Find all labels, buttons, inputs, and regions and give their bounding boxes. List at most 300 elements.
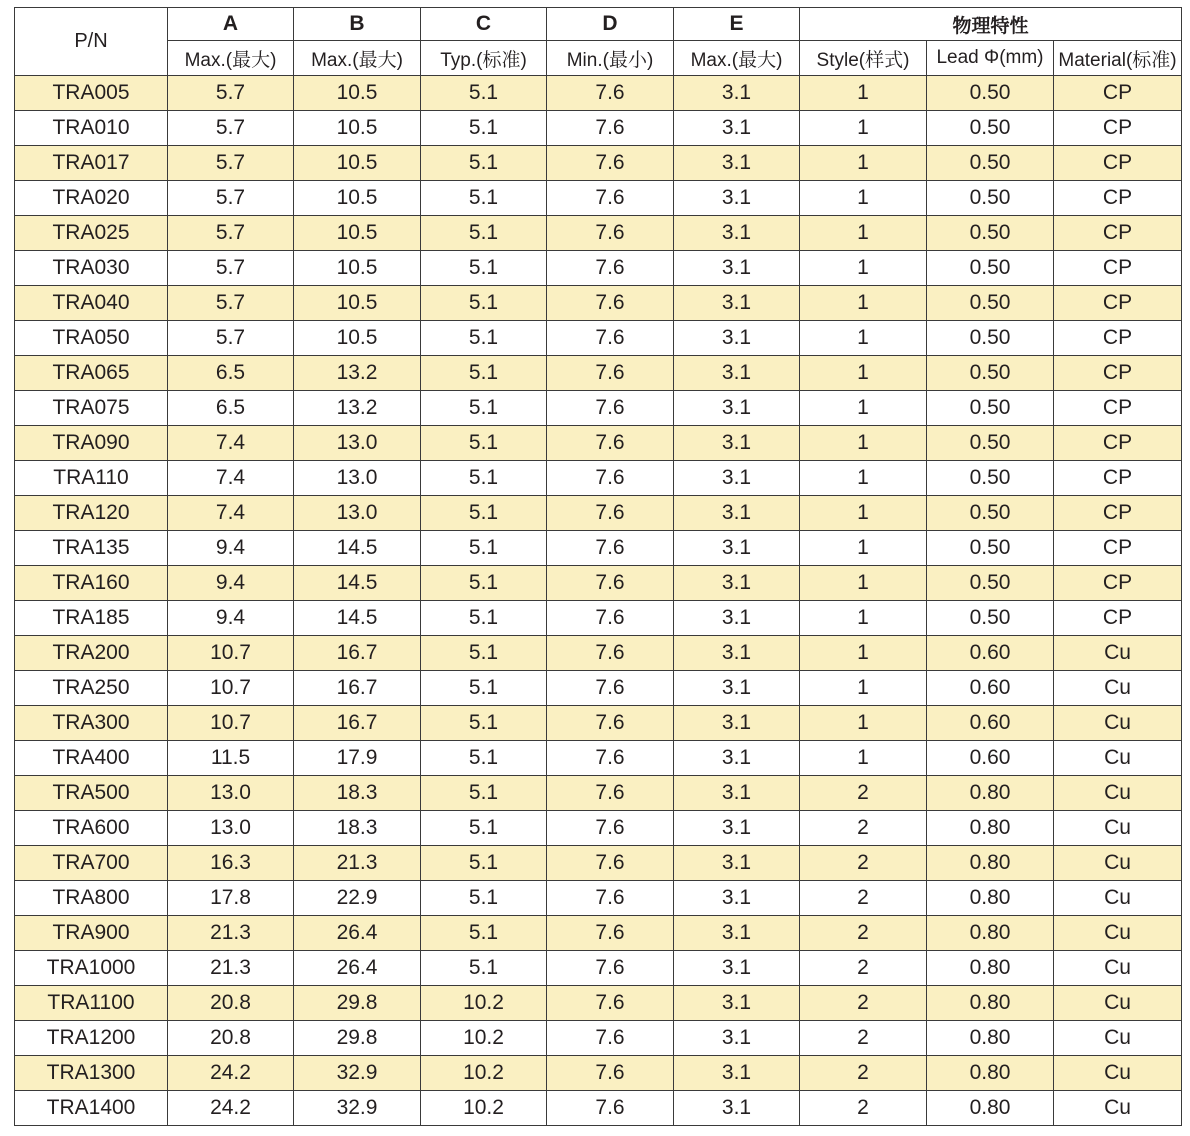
cell-a-max: 5.7 xyxy=(168,286,294,321)
header-sub-a: Max.(最大) xyxy=(168,41,294,76)
cell-pn: TRA200 xyxy=(15,636,168,671)
cell-pn: TRA185 xyxy=(15,601,168,636)
header-sub-lead: Lead Φ(mm) xyxy=(927,41,1054,76)
cell-style: 1 xyxy=(800,496,927,531)
cell-a-max: 10.7 xyxy=(168,636,294,671)
cell-e-max: 3.1 xyxy=(674,601,800,636)
table-row xyxy=(15,111,1182,146)
cell-style: 1 xyxy=(800,671,927,706)
cell-d-min: 7.6 xyxy=(547,706,674,741)
cell-lead-dia: 0.80 xyxy=(927,1021,1054,1056)
cell-material: CP xyxy=(1054,496,1182,531)
cell-b-max: 13.0 xyxy=(294,426,421,461)
cell-c-typ: 5.1 xyxy=(421,671,547,706)
cell-e-max: 3.1 xyxy=(674,181,800,216)
cell-d-min: 7.6 xyxy=(547,741,674,776)
cell-b-max: 21.3 xyxy=(294,846,421,881)
cell-a-max: 7.4 xyxy=(168,496,294,531)
table-body xyxy=(15,76,1182,1126)
table-row xyxy=(15,426,1182,461)
cell-d-min: 7.6 xyxy=(547,566,674,601)
cell-pn: TRA010 xyxy=(15,111,168,146)
cell-e-max: 3.1 xyxy=(674,1056,800,1091)
cell-c-typ: 5.1 xyxy=(421,286,547,321)
cell-d-min: 7.6 xyxy=(547,111,674,146)
cell-c-typ: 5.1 xyxy=(421,531,547,566)
cell-material: CP xyxy=(1054,531,1182,566)
cell-d-min: 7.6 xyxy=(547,321,674,356)
cell-lead-dia: 0.50 xyxy=(927,146,1054,181)
cell-style: 1 xyxy=(800,636,927,671)
cell-c-typ: 10.2 xyxy=(421,1091,547,1126)
cell-e-max: 3.1 xyxy=(674,916,800,951)
cell-c-typ: 5.1 xyxy=(421,461,547,496)
cell-b-max: 26.4 xyxy=(294,951,421,986)
cell-lead-dia: 0.80 xyxy=(927,986,1054,1021)
header-group-a: A xyxy=(168,8,294,41)
cell-d-min: 7.6 xyxy=(547,146,674,181)
cell-material: Cu xyxy=(1054,1021,1182,1056)
cell-e-max: 3.1 xyxy=(674,986,800,1021)
cell-material: Cu xyxy=(1054,741,1182,776)
cell-style: 1 xyxy=(800,426,927,461)
cell-e-max: 3.1 xyxy=(674,636,800,671)
cell-lead-dia: 0.50 xyxy=(927,566,1054,601)
cell-style: 1 xyxy=(800,251,927,286)
cell-lead-dia: 0.50 xyxy=(927,321,1054,356)
cell-d-min: 7.6 xyxy=(547,531,674,566)
cell-b-max: 13.2 xyxy=(294,356,421,391)
table-row xyxy=(15,76,1182,111)
cell-pn: TRA075 xyxy=(15,391,168,426)
spec-table xyxy=(14,7,1182,1126)
cell-d-min: 7.6 xyxy=(547,181,674,216)
table-row xyxy=(15,671,1182,706)
cell-e-max: 3.1 xyxy=(674,1091,800,1126)
cell-lead-dia: 0.60 xyxy=(927,706,1054,741)
cell-lead-dia: 0.50 xyxy=(927,181,1054,216)
cell-pn: TRA1200 xyxy=(15,1021,168,1056)
cell-material: Cu xyxy=(1054,706,1182,741)
cell-a-max: 9.4 xyxy=(168,601,294,636)
cell-a-max: 7.4 xyxy=(168,426,294,461)
cell-lead-dia: 0.50 xyxy=(927,356,1054,391)
cell-style: 1 xyxy=(800,531,927,566)
header-row-top xyxy=(15,8,1182,41)
cell-style: 1 xyxy=(800,461,927,496)
cell-pn: TRA1400 xyxy=(15,1091,168,1126)
cell-material: Cu xyxy=(1054,951,1182,986)
cell-pn: TRA050 xyxy=(15,321,168,356)
cell-style: 1 xyxy=(800,601,927,636)
cell-a-max: 13.0 xyxy=(168,776,294,811)
cell-style: 1 xyxy=(800,111,927,146)
header-sub-style: Style(样式) xyxy=(800,41,927,76)
cell-material: CP xyxy=(1054,146,1182,181)
cell-style: 2 xyxy=(800,1021,927,1056)
cell-lead-dia: 0.50 xyxy=(927,391,1054,426)
cell-lead-dia: 0.50 xyxy=(927,216,1054,251)
cell-lead-dia: 0.80 xyxy=(927,846,1054,881)
cell-c-typ: 5.1 xyxy=(421,566,547,601)
cell-d-min: 7.6 xyxy=(547,461,674,496)
cell-b-max: 14.5 xyxy=(294,601,421,636)
table-row xyxy=(15,391,1182,426)
cell-e-max: 3.1 xyxy=(674,566,800,601)
cell-d-min: 7.6 xyxy=(547,426,674,461)
cell-a-max: 17.8 xyxy=(168,881,294,916)
cell-d-min: 7.6 xyxy=(547,811,674,846)
cell-material: Cu xyxy=(1054,916,1182,951)
cell-lead-dia: 0.50 xyxy=(927,251,1054,286)
cell-material: CP xyxy=(1054,321,1182,356)
cell-material: CP xyxy=(1054,461,1182,496)
cell-style: 1 xyxy=(800,356,927,391)
cell-pn: TRA800 xyxy=(15,881,168,916)
cell-e-max: 3.1 xyxy=(674,146,800,181)
cell-c-typ: 10.2 xyxy=(421,1021,547,1056)
cell-d-min: 7.6 xyxy=(547,776,674,811)
cell-material: CP xyxy=(1054,356,1182,391)
cell-pn: TRA025 xyxy=(15,216,168,251)
cell-d-min: 7.6 xyxy=(547,846,674,881)
cell-pn: TRA135 xyxy=(15,531,168,566)
table-row xyxy=(15,776,1182,811)
cell-pn: TRA090 xyxy=(15,426,168,461)
cell-a-max: 21.3 xyxy=(168,951,294,986)
cell-lead-dia: 0.80 xyxy=(927,1091,1054,1126)
table-row xyxy=(15,636,1182,671)
cell-lead-dia: 0.50 xyxy=(927,76,1054,111)
cell-pn: TRA600 xyxy=(15,811,168,846)
cell-b-max: 26.4 xyxy=(294,916,421,951)
cell-a-max: 5.7 xyxy=(168,111,294,146)
cell-material: CP xyxy=(1054,286,1182,321)
cell-b-max: 10.5 xyxy=(294,251,421,286)
table-row xyxy=(15,461,1182,496)
cell-c-typ: 5.1 xyxy=(421,776,547,811)
cell-c-typ: 5.1 xyxy=(421,846,547,881)
cell-lead-dia: 0.80 xyxy=(927,1056,1054,1091)
cell-pn: TRA300 xyxy=(15,706,168,741)
cell-b-max: 14.5 xyxy=(294,531,421,566)
cell-material: Cu xyxy=(1054,1091,1182,1126)
cell-a-max: 5.7 xyxy=(168,251,294,286)
cell-material: CP xyxy=(1054,426,1182,461)
cell-material: Cu xyxy=(1054,636,1182,671)
cell-c-typ: 5.1 xyxy=(421,741,547,776)
cell-style: 1 xyxy=(800,216,927,251)
cell-e-max: 3.1 xyxy=(674,111,800,146)
cell-e-max: 3.1 xyxy=(674,461,800,496)
cell-style: 1 xyxy=(800,146,927,181)
cell-pn: TRA1300 xyxy=(15,1056,168,1091)
cell-e-max: 3.1 xyxy=(674,811,800,846)
cell-lead-dia: 0.60 xyxy=(927,636,1054,671)
cell-b-max: 10.5 xyxy=(294,146,421,181)
cell-c-typ: 5.1 xyxy=(421,706,547,741)
cell-b-max: 13.0 xyxy=(294,461,421,496)
cell-b-max: 16.7 xyxy=(294,706,421,741)
cell-material: Cu xyxy=(1054,1056,1182,1091)
cell-d-min: 7.6 xyxy=(547,251,674,286)
cell-a-max: 5.7 xyxy=(168,321,294,356)
table-row xyxy=(15,356,1182,391)
cell-d-min: 7.6 xyxy=(547,601,674,636)
cell-b-max: 10.5 xyxy=(294,321,421,356)
cell-pn: TRA500 xyxy=(15,776,168,811)
header-group-b: B xyxy=(294,8,421,41)
cell-pn: TRA250 xyxy=(15,671,168,706)
cell-b-max: 32.9 xyxy=(294,1056,421,1091)
table-row xyxy=(15,181,1182,216)
cell-material: Cu xyxy=(1054,776,1182,811)
cell-a-max: 20.8 xyxy=(168,986,294,1021)
cell-d-min: 7.6 xyxy=(547,636,674,671)
cell-pn: TRA160 xyxy=(15,566,168,601)
cell-e-max: 3.1 xyxy=(674,1021,800,1056)
cell-c-typ: 10.2 xyxy=(421,1056,547,1091)
cell-c-typ: 5.1 xyxy=(421,881,547,916)
cell-a-max: 5.7 xyxy=(168,181,294,216)
cell-style: 1 xyxy=(800,566,927,601)
cell-a-max: 13.0 xyxy=(168,811,294,846)
header-sub-e: Max.(最大) xyxy=(674,41,800,76)
cell-style: 2 xyxy=(800,986,927,1021)
cell-b-max: 10.5 xyxy=(294,76,421,111)
cell-e-max: 3.1 xyxy=(674,496,800,531)
cell-a-max: 20.8 xyxy=(168,1021,294,1056)
table-row xyxy=(15,251,1182,286)
table-row xyxy=(15,286,1182,321)
cell-c-typ: 5.1 xyxy=(421,181,547,216)
cell-material: Cu xyxy=(1054,671,1182,706)
cell-c-typ: 5.1 xyxy=(421,916,547,951)
table-row xyxy=(15,811,1182,846)
cell-pn: TRA120 xyxy=(15,496,168,531)
cell-style: 2 xyxy=(800,881,927,916)
cell-lead-dia: 0.80 xyxy=(927,881,1054,916)
cell-d-min: 7.6 xyxy=(547,881,674,916)
cell-b-max: 13.0 xyxy=(294,496,421,531)
cell-b-max: 10.5 xyxy=(294,216,421,251)
cell-c-typ: 5.1 xyxy=(421,811,547,846)
cell-a-max: 11.5 xyxy=(168,741,294,776)
header-sub-c: Typ.(标准) xyxy=(421,41,547,76)
cell-d-min: 7.6 xyxy=(547,216,674,251)
cell-a-max: 9.4 xyxy=(168,531,294,566)
cell-material: CP xyxy=(1054,216,1182,251)
cell-lead-dia: 0.80 xyxy=(927,776,1054,811)
cell-a-max: 10.7 xyxy=(168,671,294,706)
header-group-d: D xyxy=(547,8,674,41)
cell-lead-dia: 0.60 xyxy=(927,741,1054,776)
cell-e-max: 3.1 xyxy=(674,776,800,811)
cell-d-min: 7.6 xyxy=(547,916,674,951)
cell-e-max: 3.1 xyxy=(674,671,800,706)
cell-a-max: 6.5 xyxy=(168,391,294,426)
table-row xyxy=(15,496,1182,531)
cell-c-typ: 5.1 xyxy=(421,426,547,461)
cell-a-max: 24.2 xyxy=(168,1091,294,1126)
cell-b-max: 18.3 xyxy=(294,811,421,846)
cell-pn: TRA1000 xyxy=(15,951,168,986)
cell-lead-dia: 0.50 xyxy=(927,286,1054,321)
cell-e-max: 3.1 xyxy=(674,286,800,321)
cell-e-max: 3.1 xyxy=(674,426,800,461)
cell-d-min: 7.6 xyxy=(547,1056,674,1091)
cell-pn: TRA400 xyxy=(15,741,168,776)
cell-d-min: 7.6 xyxy=(547,76,674,111)
cell-pn: TRA040 xyxy=(15,286,168,321)
cell-c-typ: 10.2 xyxy=(421,986,547,1021)
cell-style: 1 xyxy=(800,321,927,356)
table-row xyxy=(15,1091,1182,1126)
cell-b-max: 32.9 xyxy=(294,1091,421,1126)
cell-c-typ: 5.1 xyxy=(421,391,547,426)
cell-e-max: 3.1 xyxy=(674,741,800,776)
cell-c-typ: 5.1 xyxy=(421,601,547,636)
cell-c-typ: 5.1 xyxy=(421,251,547,286)
cell-style: 1 xyxy=(800,76,927,111)
cell-d-min: 7.6 xyxy=(547,356,674,391)
cell-pn: TRA900 xyxy=(15,916,168,951)
cell-style: 2 xyxy=(800,951,927,986)
cell-pn: TRA030 xyxy=(15,251,168,286)
cell-c-typ: 5.1 xyxy=(421,146,547,181)
cell-d-min: 7.6 xyxy=(547,286,674,321)
cell-e-max: 3.1 xyxy=(674,531,800,566)
cell-lead-dia: 0.50 xyxy=(927,601,1054,636)
table-row xyxy=(15,986,1182,1021)
cell-b-max: 10.5 xyxy=(294,286,421,321)
table-row xyxy=(15,531,1182,566)
cell-d-min: 7.6 xyxy=(547,391,674,426)
cell-a-max: 6.5 xyxy=(168,356,294,391)
cell-d-min: 7.6 xyxy=(547,1021,674,1056)
cell-e-max: 3.1 xyxy=(674,76,800,111)
cell-c-typ: 5.1 xyxy=(421,636,547,671)
cell-style: 1 xyxy=(800,741,927,776)
cell-e-max: 3.1 xyxy=(674,321,800,356)
table-row xyxy=(15,321,1182,356)
table-row xyxy=(15,1021,1182,1056)
cell-style: 2 xyxy=(800,1091,927,1126)
cell-pn: TRA020 xyxy=(15,181,168,216)
header-pn: P/N xyxy=(15,8,168,76)
cell-pn: TRA065 xyxy=(15,356,168,391)
cell-a-max: 21.3 xyxy=(168,916,294,951)
header-row-sub xyxy=(15,41,1182,76)
cell-c-typ: 5.1 xyxy=(421,951,547,986)
cell-a-max: 5.7 xyxy=(168,76,294,111)
table-row xyxy=(15,566,1182,601)
cell-lead-dia: 0.50 xyxy=(927,426,1054,461)
table-row xyxy=(15,846,1182,881)
table-row xyxy=(15,706,1182,741)
cell-material: CP xyxy=(1054,76,1182,111)
cell-style: 1 xyxy=(800,391,927,426)
cell-style: 2 xyxy=(800,776,927,811)
cell-material: CP xyxy=(1054,566,1182,601)
cell-d-min: 7.6 xyxy=(547,1091,674,1126)
cell-b-max: 13.2 xyxy=(294,391,421,426)
cell-pn: TRA110 xyxy=(15,461,168,496)
table-row xyxy=(15,216,1182,251)
cell-b-max: 14.5 xyxy=(294,566,421,601)
cell-material: CP xyxy=(1054,111,1182,146)
cell-c-typ: 5.1 xyxy=(421,111,547,146)
cell-c-typ: 5.1 xyxy=(421,356,547,391)
cell-d-min: 7.6 xyxy=(547,496,674,531)
cell-lead-dia: 0.50 xyxy=(927,496,1054,531)
cell-b-max: 16.7 xyxy=(294,636,421,671)
table-row xyxy=(15,601,1182,636)
cell-lead-dia: 0.60 xyxy=(927,671,1054,706)
cell-b-max: 29.8 xyxy=(294,986,421,1021)
header-physical: 物理特性 xyxy=(800,8,1182,41)
cell-b-max: 18.3 xyxy=(294,776,421,811)
cell-b-max: 10.5 xyxy=(294,111,421,146)
cell-e-max: 3.1 xyxy=(674,846,800,881)
cell-b-max: 17.9 xyxy=(294,741,421,776)
header-sub-b: Max.(最大) xyxy=(294,41,421,76)
cell-e-max: 3.1 xyxy=(674,391,800,426)
cell-material: CP xyxy=(1054,251,1182,286)
cell-pn: TRA1100 xyxy=(15,986,168,1021)
cell-material: Cu xyxy=(1054,881,1182,916)
table-row xyxy=(15,951,1182,986)
header-group-c: C xyxy=(421,8,547,41)
cell-style: 2 xyxy=(800,1056,927,1091)
cell-a-max: 16.3 xyxy=(168,846,294,881)
table-row xyxy=(15,146,1182,181)
cell-material: Cu xyxy=(1054,811,1182,846)
cell-lead-dia: 0.50 xyxy=(927,531,1054,566)
cell-lead-dia: 0.50 xyxy=(927,111,1054,146)
cell-a-max: 5.7 xyxy=(168,146,294,181)
cell-style: 2 xyxy=(800,811,927,846)
cell-style: 2 xyxy=(800,916,927,951)
cell-b-max: 16.7 xyxy=(294,671,421,706)
cell-c-typ: 5.1 xyxy=(421,76,547,111)
header-sub-material: Material(标准) xyxy=(1054,41,1182,76)
cell-style: 1 xyxy=(800,181,927,216)
cell-e-max: 3.1 xyxy=(674,251,800,286)
cell-c-typ: 5.1 xyxy=(421,216,547,251)
cell-c-typ: 5.1 xyxy=(421,321,547,356)
table-row xyxy=(15,1056,1182,1091)
cell-b-max: 29.8 xyxy=(294,1021,421,1056)
cell-lead-dia: 0.80 xyxy=(927,951,1054,986)
cell-pn: TRA017 xyxy=(15,146,168,181)
cell-a-max: 9.4 xyxy=(168,566,294,601)
cell-d-min: 7.6 xyxy=(547,671,674,706)
cell-a-max: 7.4 xyxy=(168,461,294,496)
cell-material: CP xyxy=(1054,181,1182,216)
cell-material: Cu xyxy=(1054,846,1182,881)
cell-style: 2 xyxy=(800,846,927,881)
cell-style: 1 xyxy=(800,286,927,321)
cell-c-typ: 5.1 xyxy=(421,496,547,531)
cell-lead-dia: 0.50 xyxy=(927,461,1054,496)
cell-e-max: 3.1 xyxy=(674,356,800,391)
cell-pn: TRA700 xyxy=(15,846,168,881)
cell-e-max: 3.1 xyxy=(674,881,800,916)
table-row xyxy=(15,741,1182,776)
header-group-e: E xyxy=(674,8,800,41)
cell-b-max: 10.5 xyxy=(294,181,421,216)
